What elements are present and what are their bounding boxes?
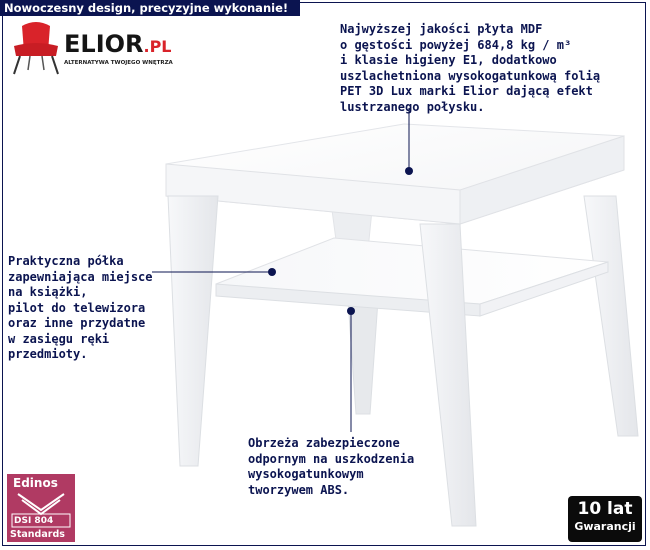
edges-line: wysokogatunkowym bbox=[248, 467, 364, 481]
material-line: uszlachetniona wysokogatunkową folią bbox=[340, 68, 601, 83]
brand-domain: .PL bbox=[143, 37, 172, 56]
table-back-legs bbox=[332, 196, 638, 436]
table-shelf bbox=[216, 238, 608, 316]
connector-dot-edges bbox=[347, 307, 355, 315]
warranty-badge bbox=[568, 496, 642, 542]
warranty-label: Gwarancji bbox=[574, 520, 636, 533]
certificate-code: DSI 804 bbox=[14, 516, 54, 526]
material-line: i klasie higieny E1, dodatkowo bbox=[340, 53, 557, 67]
warranty-years: 10 lat bbox=[577, 499, 633, 519]
table-top bbox=[166, 124, 624, 224]
shelf-line: Praktyczna półka bbox=[8, 254, 124, 268]
edges-line: tworzywem ABS. bbox=[248, 482, 350, 497]
brand-tagline: ALTERNATYWA TWOJEGO WNĘTRZA bbox=[64, 60, 173, 66]
edges-line: odpornym na uszkodzenia bbox=[248, 451, 415, 466]
red-chair-icon bbox=[14, 22, 58, 74]
material-line: o gęstości powyżej 684,8 kg / m³ bbox=[340, 37, 572, 52]
shelf-line: pilot do telewizora bbox=[8, 300, 146, 315]
material-line: PET 3D Lux marki Elior dającą efekt bbox=[340, 84, 593, 98]
certificate-standard: Standards bbox=[10, 529, 65, 540]
shelf-line: przedmioty. bbox=[8, 347, 88, 361]
material-description bbox=[340, 22, 600, 115]
shelf-line: w zasięgu ręki bbox=[8, 331, 110, 346]
brand-name: ELIOR bbox=[64, 30, 144, 58]
brand-logo bbox=[64, 30, 172, 58]
shelf-line: na książki, bbox=[8, 285, 88, 299]
certificate-title: Edinos bbox=[13, 476, 58, 490]
headline-banner: Nowoczesny design, precyzyjne wykonanie! bbox=[0, 0, 300, 16]
edges-description bbox=[248, 436, 414, 498]
connector-dot-material bbox=[405, 167, 413, 175]
shelf-line: oraz inne przydatne bbox=[8, 316, 146, 330]
shelf-line: zapewniająca miejsce bbox=[8, 269, 153, 284]
edges-line: Obrzeża zabezpieczone bbox=[248, 436, 400, 450]
material-line: lustrzanego połysku. bbox=[340, 99, 485, 114]
connector-dot-shelf bbox=[268, 268, 276, 276]
material-line: Najwyższej jakości płyta MDF bbox=[340, 22, 543, 36]
shelf-description bbox=[8, 254, 153, 363]
